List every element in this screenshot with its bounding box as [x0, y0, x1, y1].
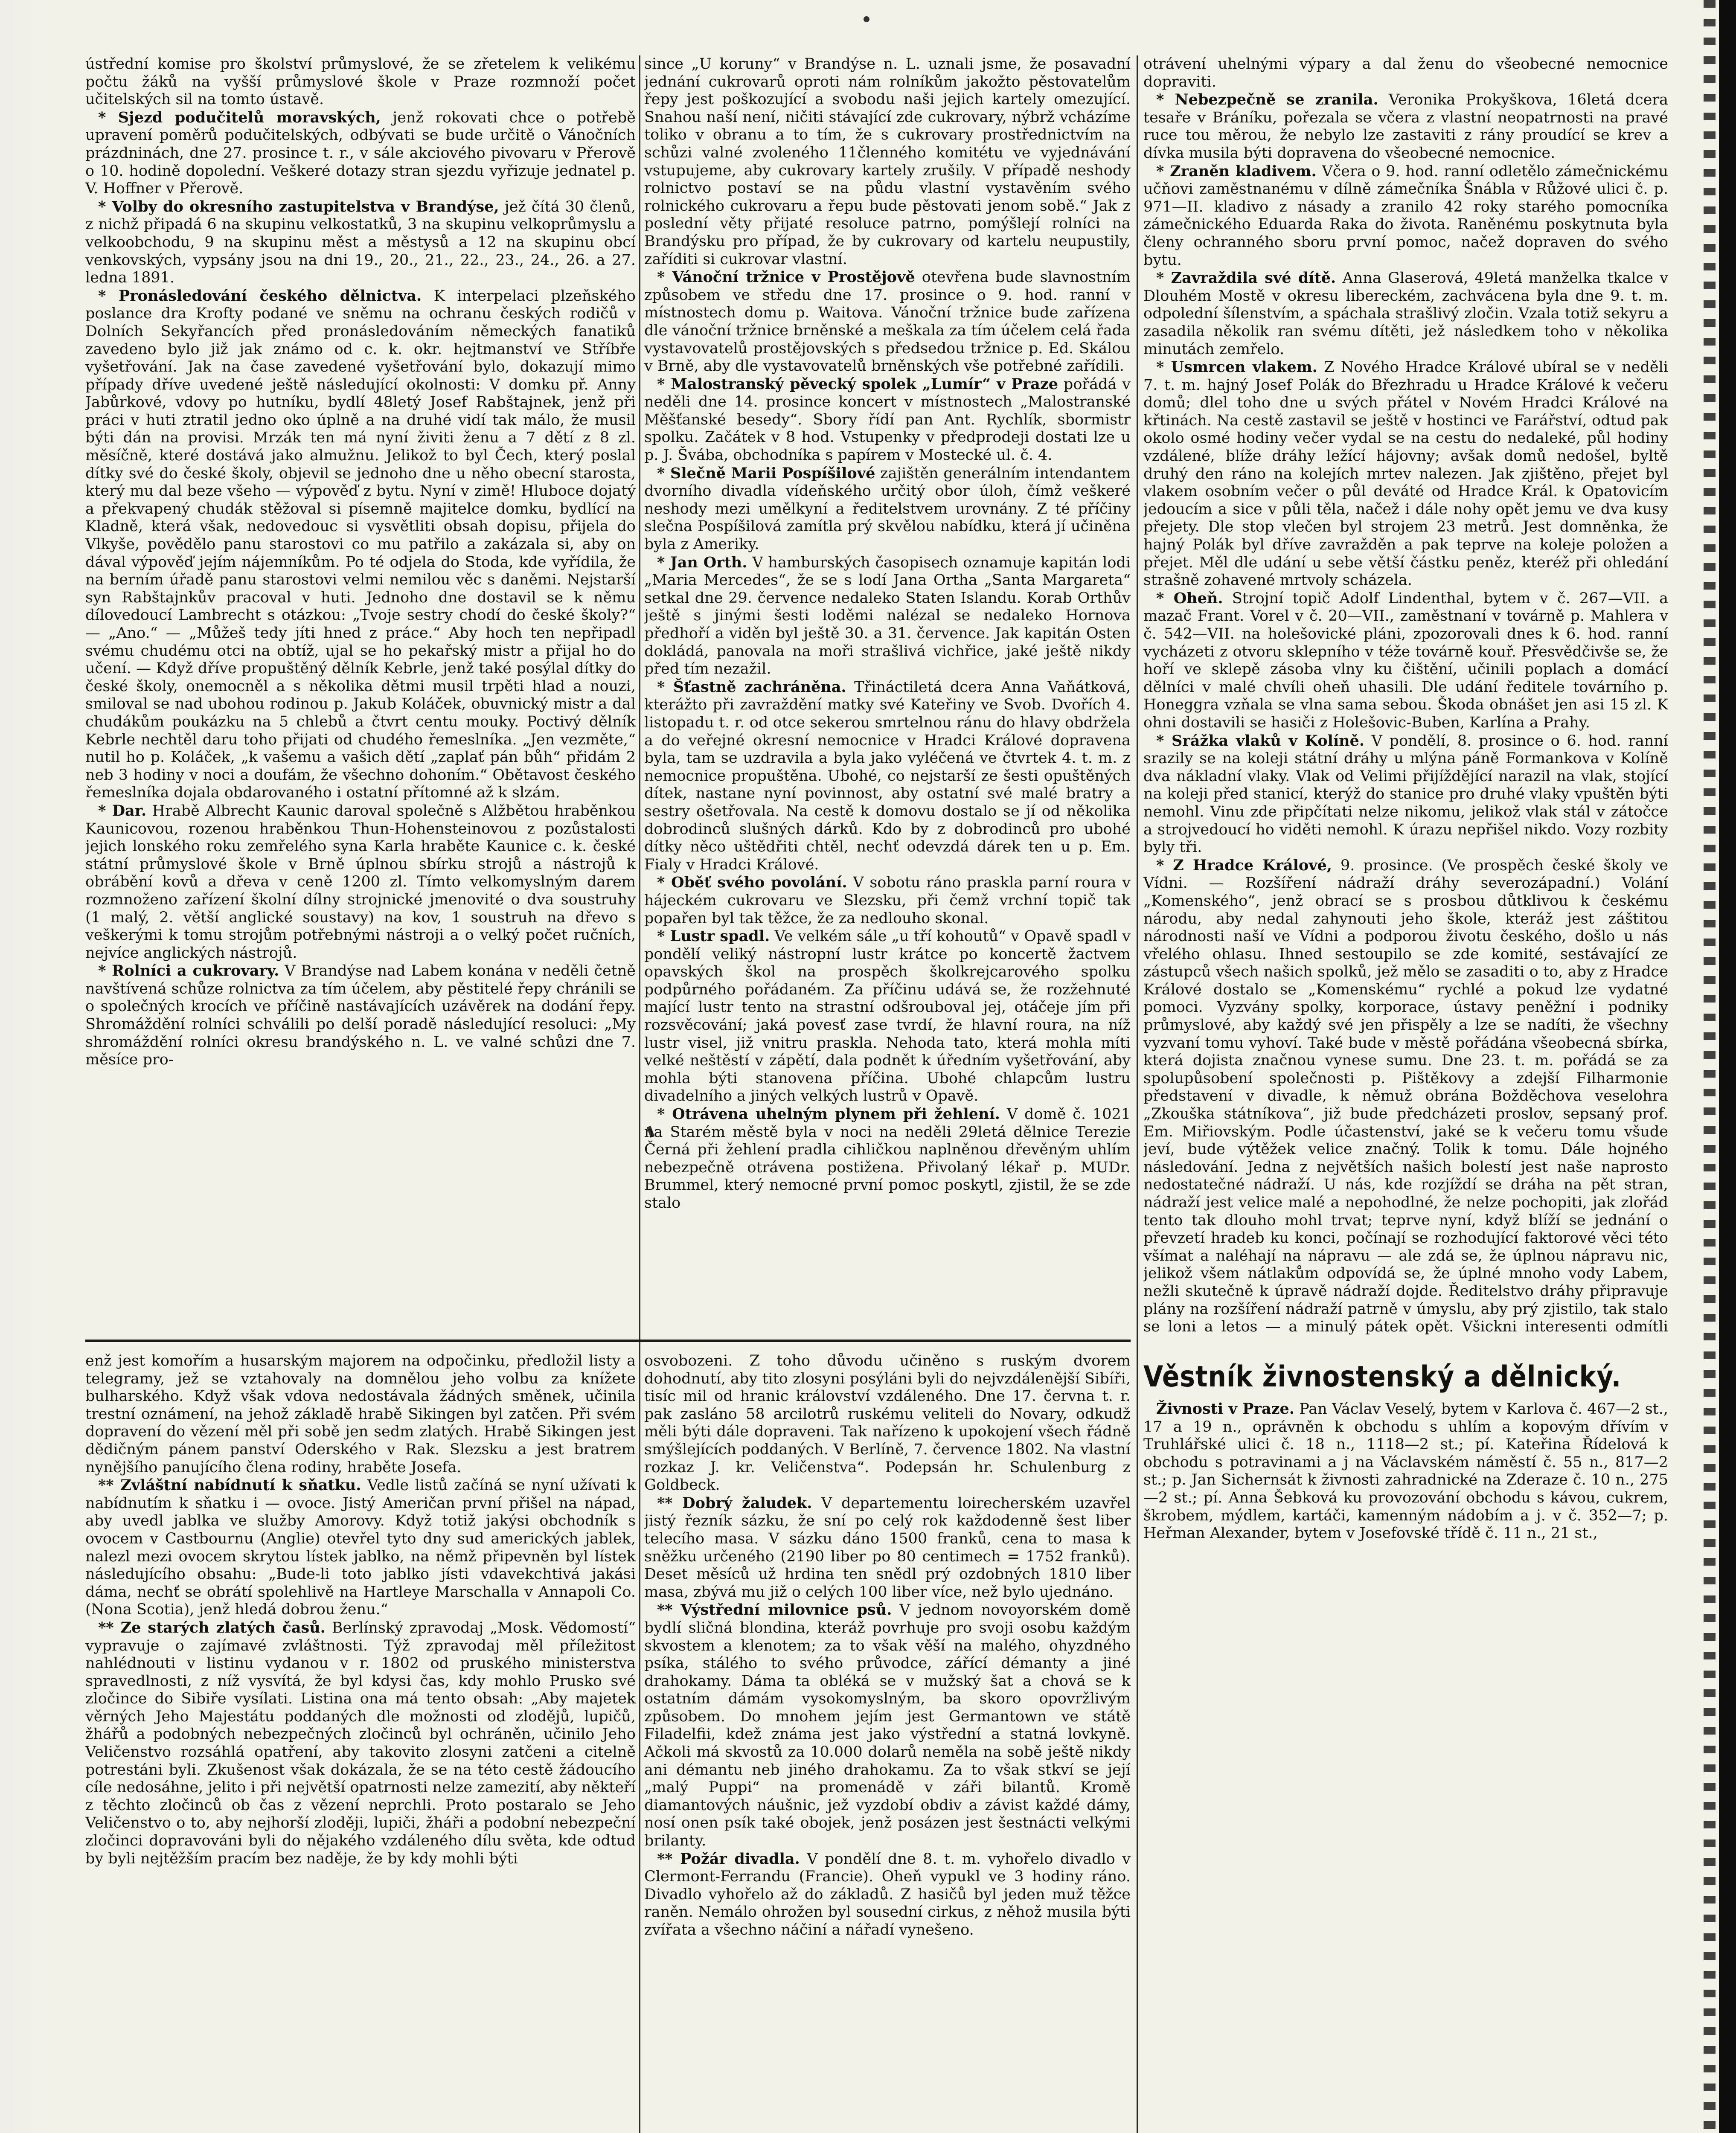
article-text: otevřena bude slavnostním způsobem ve středu dne 17. prosince o 9. hod. ranní v místnostech domu p. Waitova. Vánoční tržnice bude zařízena dle vánoční tržnice brněnské a meškala za tím účelem celá řada vystavovatelů prostějovských s předsedou tržnice p. Ed. Skálou v Brně, aby dle vystavovatelů brněnských vše potřebné zařídili.: [644, 269, 1131, 375]
column-rule-2: [1137, 55, 1138, 2133]
article-headline: ** Požár divadla.: [657, 1850, 800, 1868]
article-text: V domě č. 1021 na Starém městě byla v noci na neděli 29letá dělnice Terezie Černá při žehlení pradla cihličkou naplněnou dřevěným uhlím nebezpečně otrávena postižena. Přivolaný lékař p. MUDr. Brummel, který nemocné první pomoc poskytl, zjistil, že se zde stalo: [644, 1106, 1131, 1212]
article-paragraph: [85, 1619, 636, 1868]
article-paragraph: [85, 1352, 636, 1476]
article-text: Berlínský zpravodaj „Mosk. Vědomostí“ vypravuje o zajímavé zvláštnosti. Týž zpravodaj měl příležitost nahlédnouti v listinu vydanou v r. 1802 od pruského ministerstva spravedlnosti, z níž vysvítá, že byl kdysi čas, kdy mohlo Prusko své zločince do Sibiře vysílati. Listina ona má tento obsah: „Aby majetek věrných Jeho Majestátu poddaných dle možnosti od zlodějů, lupičů, žhářů a podobných nebezpečných zločinců byl ochráněn, učinilo Jeho Veličenstvo rozsáhlá opatření, aby takovito zlosyni zatčeni a citelně potrestáni byli. Zkušenost však dokázala, že se na této cestě žádoucího cíle nedosáhne, jelito i při největší opatrnosti nelze zamezití, aby někteří z těchto zločinců ob čas z vězení neprchli. Proto postaralo se Jeho Veličenstvo o to, aby nejhorší zloději, lupiči, žháři a podobní nebezpeční zločinci dopravováni byli do nějakého vzdáleného dílu světa, kde odtud by byli nejtěžším pracím bez naděje, že by kdy mohli býti: [85, 1619, 636, 1867]
article-text: Hrabě Albrecht Kaunic daroval společně s Alžbětou hraběnkou Kaunicovou, rozenou hraběnkou Thun-Hohensteinovou z pozůstalosti jejich lonského roku zemřelého syna Karla hraběte Kaunice c. k. české státní průmyslové škole v Brně úplnou sbírku strojů a nástrojů k obrábění kovů a dřeva v ceně 1200 zl. Tímto velkomyslným darem rozmnoženo zařízení školní dílny strojnické jmenovité o dva soustruhy (1 malý, 2. větší anglické soustavy) na kov, 1 soustruh na dřevo s veškerými k tomu strojům potřebnými nástroji a o velký počet ručních, nejvíce anglických nástrojů.: [85, 802, 636, 962]
article-text: jenž rokovati chce o potřebě upravení poměrů podučitelských, odbývati se bude určitě o Vánočních prázdninách, dne 27. prosince t. r., v sále akciového pivovaru v Přerově o 10. hodině dopolední. Veškeré dotazy stran sjezdu vyřizuje jednatel p. V. Hoffner v Přerově.: [85, 109, 636, 198]
scan-right-perforation: [1704, 0, 1716, 2133]
article-paragraph: [1143, 857, 1668, 1335]
article-headline: * Nebezpečně se zranila.: [1156, 91, 1378, 109]
article-paragraph: [644, 678, 1131, 874]
article-headline: * Slečně Marii Pospíšilové: [657, 464, 875, 482]
article-headline: Živnosti v Praze.: [1156, 1400, 1294, 1418]
article-paragraph: [85, 1476, 636, 1619]
article-text: Třináctiletá dcera Anna Vaňátková, kterážto při zavraždění matky své Kateřiny ve Svob. Dvořích 4. listopadu t. r. od otce sekerou smrtelnou ránu do hlavy obdržela a do veřejné okresní nemocnice v Hradci Králové dopravena byla, tam se uzdravila a byla jako vyléčená ve čtvrtek 4. t. m. z nemocnice propuštěna. Ubohé, co nejstarší ze šesti opuštěných dítek, nastane nyní povinnost, aby ostatní své malé bratry a sestry ošetřovala. Na cestě k domovu dostalo se jí od několika dobrodinců slušných dárků. Kdo by z dobrodinců pro ubohé dítky něco uštědřiti chtěl, nechť odevzdá dárek ten u p. Em. Fialy v Hradci Králové.: [644, 678, 1131, 873]
article-paragraph: [85, 55, 636, 109]
article-paragraph: [1143, 1400, 1668, 1543]
article-paragraph: [644, 1850, 1131, 1939]
column-2: [644, 55, 1131, 1335]
article-text: V hamburských časopisech oznamuje kapitán lodi „Maria Mercedes“, že se s lodí Jana Ortha „Santa Margareta“ setkal dne 29. července nedaleko Staten Islandu. Korab Orthův ještě s jinými šesti loděmi nalézal se nedaleko Hornova předhoří a viděn byl ještě 30. a 31. července. Jak kapitán Osten dokládá, panovala na moři strašlivá vichřice, jaké ještě nikdy před tím nezažil.: [644, 554, 1131, 678]
article-text: Včera o 9. hod. ranní odletělo zámečnickému učňovi zaměstnanému v dílně zámečníka Šnábla v Růžové ulici č. p. 971—II. kladivo z násady a zranilo 42 roky starého pomocníka zámečnického Eduarda Raka do života. Raněnému poskytnuta byla členy ochranného sboru první pomoc, načež dopraven do svého bytu.: [1143, 163, 1668, 269]
column-rule-1: [639, 55, 640, 2133]
article-paragraph: [644, 927, 1131, 1105]
section-rule: [85, 1340, 1131, 1342]
article-headline: * Jan Orth.: [657, 553, 747, 571]
article-paragraph: [644, 874, 1131, 927]
article-text: enž jest komořím a husarským majorem na odpočinku, předložil listy a telegramy, jež se vztahovaly na domnělou jeho volbu za knížete bulharského. Když však vdova nedostávala žádných směnek, učinila trestní oznámení, na jehož základě hrabě Sikingen byl zatčen. Při svém dopravení do vězení měl při sobě jen sedm zlatých. Hrabě Sikingen jest dědičným pánem panství Oderského v Rak. Slezsku a jest bratrem nynějšího panujícího člena rodiny, hraběte Josefa.: [85, 1352, 636, 1476]
article-headline: ** Ze starých zlatých časů.: [98, 1619, 326, 1636]
article-headline: * Zavraždila své dítě.: [1156, 269, 1336, 287]
article-paragraph: [1143, 163, 1668, 270]
article-text: jež čítá 30 členů, z nichž připadá 6 na skupinu velkostatků, 3 na skupinu velkoprůmyslu a velkoobchodu, 9 na skupinu měst a městysů a 12 na skupinu obcí venkovských, vypsány jsou na dni 19., 20., 21., 22., 23., 24., 26. a 27. ledna 1891.: [85, 198, 636, 287]
article-paragraph: [1143, 732, 1668, 857]
article-paragraph: [85, 198, 636, 287]
article-paragraph: [85, 802, 636, 962]
article-text: Veronika Prokyškova, 16letá dcera tesaře v Bráníku, pořezala se včera z vlastní neopatrnosti na pravé ruce tou měrou, že nebylo lze zastaviti z rány proudící se krev a dívka musila býti dopravena do všeobecné nemocnice.: [1143, 91, 1668, 162]
article-headline: * Malostranský pěvecký spolek „Lumír“ v Praze: [657, 375, 1058, 393]
article-headline: ** Dobrý žaludek.: [657, 1494, 812, 1512]
article-paragraph: [85, 109, 636, 198]
scan-speck: [864, 16, 869, 22]
article-paragraph: [1143, 358, 1668, 590]
article-paragraph: [1143, 590, 1668, 732]
scan-left-margin: [0, 0, 60, 2133]
article-headline: ** Zvláštní nabídnutí k sňatku.: [98, 1476, 361, 1494]
article-headline: * Sjezd podučitelů moravských,: [98, 108, 381, 126]
article-paragraph: [644, 554, 1131, 678]
article-text: ústřední komise pro školství průmyslové, že se zřetelem k velikému počtu žáků na vyšší průmyslové škole v Praze rozmnoží počet učitelských sil na tomto ústavě.: [85, 55, 636, 108]
article-headline: * Rolníci a cukrovary.: [98, 962, 279, 980]
article-text: Strojní topič Adolf Lindenthal, bytem v č. 267—VII. a mazač Frant. Vorel v č. 20—VII., zaměstnaní v továrně p. Mahlera v č. 542—VII. na holešovické pláni, zpozorovali dnes k 6. hod. ranní vycházeti z otvoru sklepního v téže továrně kouř. Přesvědčivše se, že hoří ve sklepě zásoba vlny ku čištění, učinili poplach a domácí dělníci v malé chvíli oheň uhasili. Dle udání ředitele továrního p. Honeggra vzňala se vlna sama sebou. Škoda obnášet jen asi 15 zl. K ohni dostavili se hasiči z Holešovic-Buben, Karlína a Prahy.: [1143, 590, 1668, 731]
article-paragraph: [1143, 269, 1668, 358]
article-paragraph: [644, 268, 1131, 375]
article-text: K interpelaci plzeňského poslance dra Krofty podané ve sněmu na ochranu českých rodičů v Dolních Sekyřancích před pronásledováním německých fanatiků zavedeno bylo již jak známo od c. k. okr. hejtmanství ve Stříbře vyšetřování. Jak na čase zavedené vyšetřování bylo, dokazují mimo případy dříve uvedené ještě následující okolnosti: V domku př. Anny Jabůrkové, vdovy po hutníku, bydlí 48letý Josef Rabštajnek, jenž při práci v huti ztratil jedno oko úplně a na druhé vidí tak málo, že musil býti dán na provisi. Mrzák ten má nyní živiti ženu a 7 dětí z 8 zl. měsíčně, které dostává jako almužnu. Jelikož to byl Čech, který poslal dítky své do české školy, objevil se jednoho dne u něho obecní starosta, který mu dal beze všeho — výpověď z bytu. Nyní v zimě! Hluboce dojatý a překvapený chudák stěžoval si písemně majitelce domku, bydlící na Kladně, která však, nedovedouc si vysvětliti obsah dopisu, přijela do Vlkyše, povědělo panu starostovi co mu patřilo a zakázala si, aby on dával výpověď jejím nájemníkům. Po té odjela do Stoda, kde vyřídila, že na berním úřadě panu starostovi velmi nemilou věc s daněmi. Nejstarší syn Rabštajnkův pracoval v huti. Jednoho dne dostavil se k němu dílovedoucí Lambrecht s otázkou: „Tvoje sestry chodí do české školy?“ — „Ano.“ — „Můžeš tedy jíti hned z práce.“ Aby hoch ten nepřipadl svému chudému otci na obtíž, ujal se ho pekařský mistr a přijal ho do učení. — Když dříve propuštěný dělník Kebrle, jenž také posýlal dítky do české školy, onemocněl a s několika dětmi musil trpěti hlad a nouzi, smiloval se nad ubohou rodinou p. Jakub Koláček, obuvnický mistr a dal chudákům poukázku na 5 chlebů a čtvrt centu mouky. Poctivý dělník Kebrle nechtěl daru toho přijati od chudého řemeslníka. „Jen vezměte,“ nutil ho p. Koláček, „k vašemu a vašich dětí „zaplať pán bůh“ přidám 2 neb 3 hodiny v noci a doufám, že všechno dohoním.“ Obětavost českého řemeslníka dojala obdarovaného i ostatní přítomné až k slzám.: [85, 287, 636, 802]
article-paragraph: [644, 1105, 1131, 1212]
article-paragraph: [1143, 91, 1668, 162]
section-heading: Věstník živnostenský a dělnický.: [1143, 1360, 1622, 1394]
article-paragraph: [85, 287, 636, 802]
scan-right-edge: [1719, 0, 1736, 2133]
article-headline: * Oběť svého povolání.: [657, 874, 847, 892]
article-text: zajištěn generálním intendantem dvorního divadla vídeňského určitý obor úloh, čímž veškeré neshody mezi umělkyní a ředitelstvem urovnány. Z té příčiny slečna Pospíšilová zamítla prý skvělou nabídku, která jí učiněna byla z Ameriky.: [644, 465, 1131, 553]
article-text: Anna Glaserová, 49letá manželka tkalce v Dlouhém Mostě v okresu libereckém, zachvácena byla dne 9. t. m. odpolední šílenstvím, a spáchala strašlivý zločin. Vzala totiž sekyru a zasadila několik ran svému dítěti, jež následkem toho v několika minutách zemřelo.: [1143, 270, 1668, 358]
article-text: Z Nového Hradce Králové ubíral se v neděli 7. t. m. hajný Josef Polák do Březhradu u Hradce Králové k večeru domů; dlel toho dne u svých přátel v Novém Hradci Králové na křtinách. Na cestě zastavil se ještě v hostinci ve Farářství, odtud pak okolo osmé hodiny večer vydal se na cestu do nedaleké, půl hodiny vzdálené, blíže dráhy ležící hájovny; avšak domů nedošel, byltě druhý den ráno na kolejích mrtev nalezen. Jak zjištěno, přejet byl vlakem osobním večer o půl deváté od Hradce Král. k Opatovicím jedoucím a sice v půli těla, načež i dále nohy opět jemu ve dva kusy přejety. Dle stop vlečen byl strojem 23 metrů. Jest domněnka, že hajný Polák byl dříve zavražděn a pak teprve na koleje položen a přejet. Měl dle udání u sebe větší částku peněz, kteréž při ohledání strašně zohavené mrtvoly scházela.: [1143, 359, 1668, 589]
article-headline: * Zraněn kladivem.: [1156, 162, 1317, 180]
article-text: V departementu loirecherském uzavřel jistý řezník sázku, že sní po celý rok každodenně šest liber telecího masa. V sázku dáno 1500 franků, cena to masa k sněžku určeného (2190 liber po 80 centimech = 1752 franků). Deset měsíců už hrdina ten snědl prý ozdobných 1810 liber masa, zbývá mu již o celých 100 liber více, než bylo ujednáno.: [644, 1494, 1131, 1601]
article-paragraph: [644, 1601, 1131, 1850]
column-5: [644, 1352, 1131, 2133]
article-headline: * Šťastně zachráněna.: [657, 678, 846, 696]
article-text: Ve velkém sále „u tří kohoutů“ v Opavě spadl v pondělí veliký nástropní lustr krátce po koncertě žactvem opavských škol na prospěch školkrejcarového spolku podpůrného pořádaném. Za příčinu udává se, že rozžehnuté mající lustr tento na strastní odšrouboval jej, otáčeje jím při rozsvěcování; jaká povesť zase tvrdí, že hlavní roura, na níž lustr visel, již vnitru praskla. Nehoda tato, která mohla míti velké neštěstí v zápětí, dala podnět k úředním vyšetřování, aby mohla býti stanovena příčina. Ubohé chlapcům lustru divadelního a jiných velkých lustrů v Opavě.: [644, 928, 1131, 1105]
article-text: V sobotu ráno praskla parní roura v hájeckém cukrovaru ve Slezsku, při čemž vrchní topič tak popařen byl tak těžce, že za nedlouho skonal.: [644, 874, 1131, 927]
article-text: Pan Václav Veselý, bytem v Karlova č. 467—2 st., 17 a 19 n., oprávněn k obchodu s uhlím a kopovým dřívím v Truhlářské ulici č. 18 n., 1118—2 st.; pí. Kateřina Řídelová k obchodu s potravinami a j na Václavském náměstí č. 55 n., 817—2 st.; p. Jan Sichernsát k živnosti zahradnické na Zderaze č. 10 n., 275—2 st.; pí. Anna Šebková ku provozování obchodu s kávou, cukrem, škrobem, mýdlem, kartáči, kamenným nádobím a j. v č. 352—7; p. Heřman Alexander, bytem v Josefovské třídě č. 11 n., 21 st.,: [1143, 1401, 1668, 1542]
column-3: [1143, 55, 1668, 1335]
article-paragraph: [1143, 55, 1668, 91]
article-paragraph: [85, 962, 636, 1069]
article-headline: * Srážka vlaků v Kolíně.: [1156, 732, 1365, 750]
article-headline: * Lustr spadl.: [657, 927, 770, 945]
article-text: osvobozeni. Z toho důvodu učiněno s ruským dvorem dohodnutí, aby tito zlosyni posýláni byli do nejvzdálenější Sibíři, tisíc mil od hranic království vzdáleného. Dne 17. června t. r. pak zasláno 58 arcilotrů ruskému veliteli do Novary, odkudž měli býti dále dopraveni. Tak nařízeno k upokojení všech řádně smýšlejících poddaných. V Berlíně, 7. července 1802. Na vlastní rozkaz J. kr. Veličenstva“. Podepsán hr. Schulenburg z Goldbeck.: [644, 1352, 1131, 1494]
article-headline: ** Výstřední milovnice psů.: [657, 1601, 892, 1619]
article-text: Vedle listů začíná se nyní užívati k nabídnutím k sňatku i — ovoce. Jistý Američan první přišel na nápad, aby uvedl jablka ve služby Amorovy. Když totiž jakýsi obchodník s ovocem v Castbournu (Anglie) otevřel tyto dny sud amerických jablek, nalezl mezi ovocem skrytou lístek jablko, na němž připevněn byl lístek následujícího obsahu: „Bude-li toto jablko jísti vdavekchtivá jakási dáma, nechť se obrátí spolehlivě na Hartleye Marschalla v Annapoli Co. (Nona Scotia), jenž hledá dobrou ženu.“: [85, 1477, 636, 1619]
article-text: 9. prosince. (Ve prospěch české školy ve Vídni. — Rozšíření nádraží dráhy severozápadní.) Volání „Komenského“, jenž obrací se s prosbou důtklivou k českému národu, aby nedal zahynouti jeho škole, kteráž jest záštitou národnosti naší ve Vídni a podporou životu českého, došlo u nás vřelého ohlasu. Ihned sestoupilo se zde komité, sestávající ze zástupců všech našich spolků, jež mělo se zasaditi o to, aby z Hradce Králové dostalo se „Komenskému“ rychlé a pokud lze vydatné pomoci. Vyzvány spolky, korporace, ústavy peněžní i podniky průmyslové, aby každý své jen přispěly a lze se nadíti, že všechny vyzvaní tomu vyhoví. Také bude v městě pořádána všeobecná sbírka, která dojista značnou vynese sumu. Dne 23. t. m. pořádá se za spolupůsobení společnosti p. Pištěkovy a zdejší Filharmonie představení v divadle, k němuž obrána Božděchova veselohra „Zkouška státníkova“, již bude předcházeti proslov, sepsaný prof. Em. Miřiovským. Podle účastenství, jaké se k večeru tomu všude jeví, bude výtěžek velice značný. Tolik k tomu. Dále hojného následování. Jedna z největších našich bolestí jest naše naprosto nedostatečné nádraží. U nás, kde rozjíždí se dráha na pět stran, nádraží jest velice malé a nepohodlné, že nelze pochopiti, jak zlořád tento tak dlouho mohl trvat; teprve nyní, když blíží se jednání o převzetí hradeb ku konci, počínají se rozhodující faktorové věci této všímat a naléhají na nápravu — ale zdá se, že úplnou nápravu nic, jelikož všem nátlakům odpovídá se, že úplné mnoho vody Labem, nežli skutečně k úpravě nádraží dojde. Ředitelstvo dráhy připravuje plány na rozšíření nádraží patrně v úmyslu, aby prý zjistilo, tak stalo se loni a letos — a minulý pátek opět. Všickni interesenti odmítli: [1143, 857, 1668, 1335]
article-text: V pondělí dne 8. t. m. vyhořelo divadlo v Clermont-Ferrandu (Francie). Oheň vypukl ve 3 hodiny ráno. Divadlo vyhořelo až do základů. Z hasičů byl jeden muž těžce raněn. Nemálo ohrožen byl sousední cirkus, z něhož musila býti zvířata a všechno náčiní a nářadí vynešeno.: [644, 1850, 1131, 1938]
article-text: V pondělí, 8. prosince o 6. hod. ranní srazily se na koleji státní dráhy u mlýna páně Formankova v Kolíně dva nákladní vlaky. Vlak od Velimi přijíždějící narazil na vlak, stojící na koleji před stanicí, kterýž do stanice pro druhé vlaky vpuštěn býti nemohl. Vinu zde připčítati nelze nikomu, jelikož vlak stál v zátočce a strojvedoucí ho viděti nemohl. K úrazu nepřišel nikdo. Vozy rozbity byly tři.: [1143, 732, 1668, 856]
article-paragraph: [644, 1352, 1131, 1494]
column-4: [85, 1352, 636, 2133]
article-paragraph: [644, 55, 1131, 268]
article-text: V jednom novoyorském domě bydlí sličná blondina, kteráž povrhuje pro svoji osobu každým skvostem a klenotem; za to však věší na malého, ohyzdného psíka, stálého to svého průvodce, zářící démanty a jiné drahokamy. Dáma ta obléká se v mužský šat a chová se k ostatním dámám vysokomyslným, ba skoro opovržlivým způsobem. Do mnohem jejím jest Germantown ve státě Filadelfii, kdež známa jest jako výstřední a statná lovkyně. Ačkoli má skvostů za 10.000 dolarů neměla na sobě ještě nikdy ani démantu neb jiného drahokamu. Za to však stkví se její „malý Puppi“ na promenádě v záři bilantů. Kromě diamantových náušnic, jež vyzdobí obdiv a závist každé dámy, nosí onen psík také obojek, jenž posázen jest šestnácti velkými brilanty.: [644, 1601, 1131, 1850]
article-text: since „U koruny“ v Brandýse n. L. uznali jsme, že posavadní jednání cukrovarů oproti nám rolníkům jakožto pěstovatelům řepy jest poškozující a svobodu naši jejich kartely omezující. Snahou naší není, ničiti stávající zde cukrovary, nýbrž vcházíme toliko v obranu a to tím, že s cukrovary prostřednictvím na schůzi valné zvoleného 11členného komitétu ve vyjednávání vstupujeme, aby cukrovary kartely zrušily. V případě neshody rolnictvo postaví se na půdu vlastní vystavěním svého rolnického cukrovaru a řepu bude pěstovati jenom sobě.“ Jak z poslední věty přijaté resoluce patrno, pomýšlejí rolníci na Brandýsku pro případ, že by cukrovary od kartelu neupustily, zaříditi si cukrovar vlastní.: [644, 55, 1131, 268]
column-6: [1143, 1352, 1668, 2133]
article-headline: * Usmrcen vlakem.: [1156, 358, 1317, 376]
article-headline: * Otrávena uhelným plynem při žehlení.: [657, 1105, 1000, 1123]
article-headline: * Vánoční tržnice v Prostějově: [657, 268, 915, 286]
article-text: V Brandýse nad Labem konána v neděli četně navštívená schůze rolnictva za tím účelem, aby pěstitelé řepy chránili se o společných krocích ve příčině nastávajících uzávěrek na dodání řepy. Shromáždění rolníci schválili po delší poradě následující resoluci: „My shromáždění rolníci okresu brandýského n. L. ve valné schůzi dne 7. měsíce pro-: [85, 962, 636, 1069]
article-text: otrávení uhelnými výpary a dal ženu do všeobecné nemocnice dopraviti.: [1143, 55, 1668, 90]
article-text: pořádá v neděli dne 14. prosince koncert v místnostech „Malostranské Měšťanské besedy“. Sbory řídí pan Ant. Rychlík, sbormistr spolku. Začátek v 8 hod. Vstupenky v předprodeji dostati lze u p. J. Švába, obchodníka s papírem v Mostecké ul. č. 4.: [644, 375, 1131, 464]
article-headline: * Z Hradce Králové,: [1156, 856, 1332, 874]
article-headline: * Dar.: [98, 802, 147, 819]
article-paragraph: [644, 465, 1131, 554]
article-headline: * Oheň.: [1156, 589, 1223, 607]
article-headline: * Pronásledování českého dělnictva.: [98, 287, 422, 305]
column-1: [85, 55, 636, 1335]
article-paragraph: [644, 1494, 1131, 1601]
article-paragraph: [644, 375, 1131, 465]
article-headline: * Volby do okresního zastupitelstva v Brandýse,: [98, 198, 499, 215]
